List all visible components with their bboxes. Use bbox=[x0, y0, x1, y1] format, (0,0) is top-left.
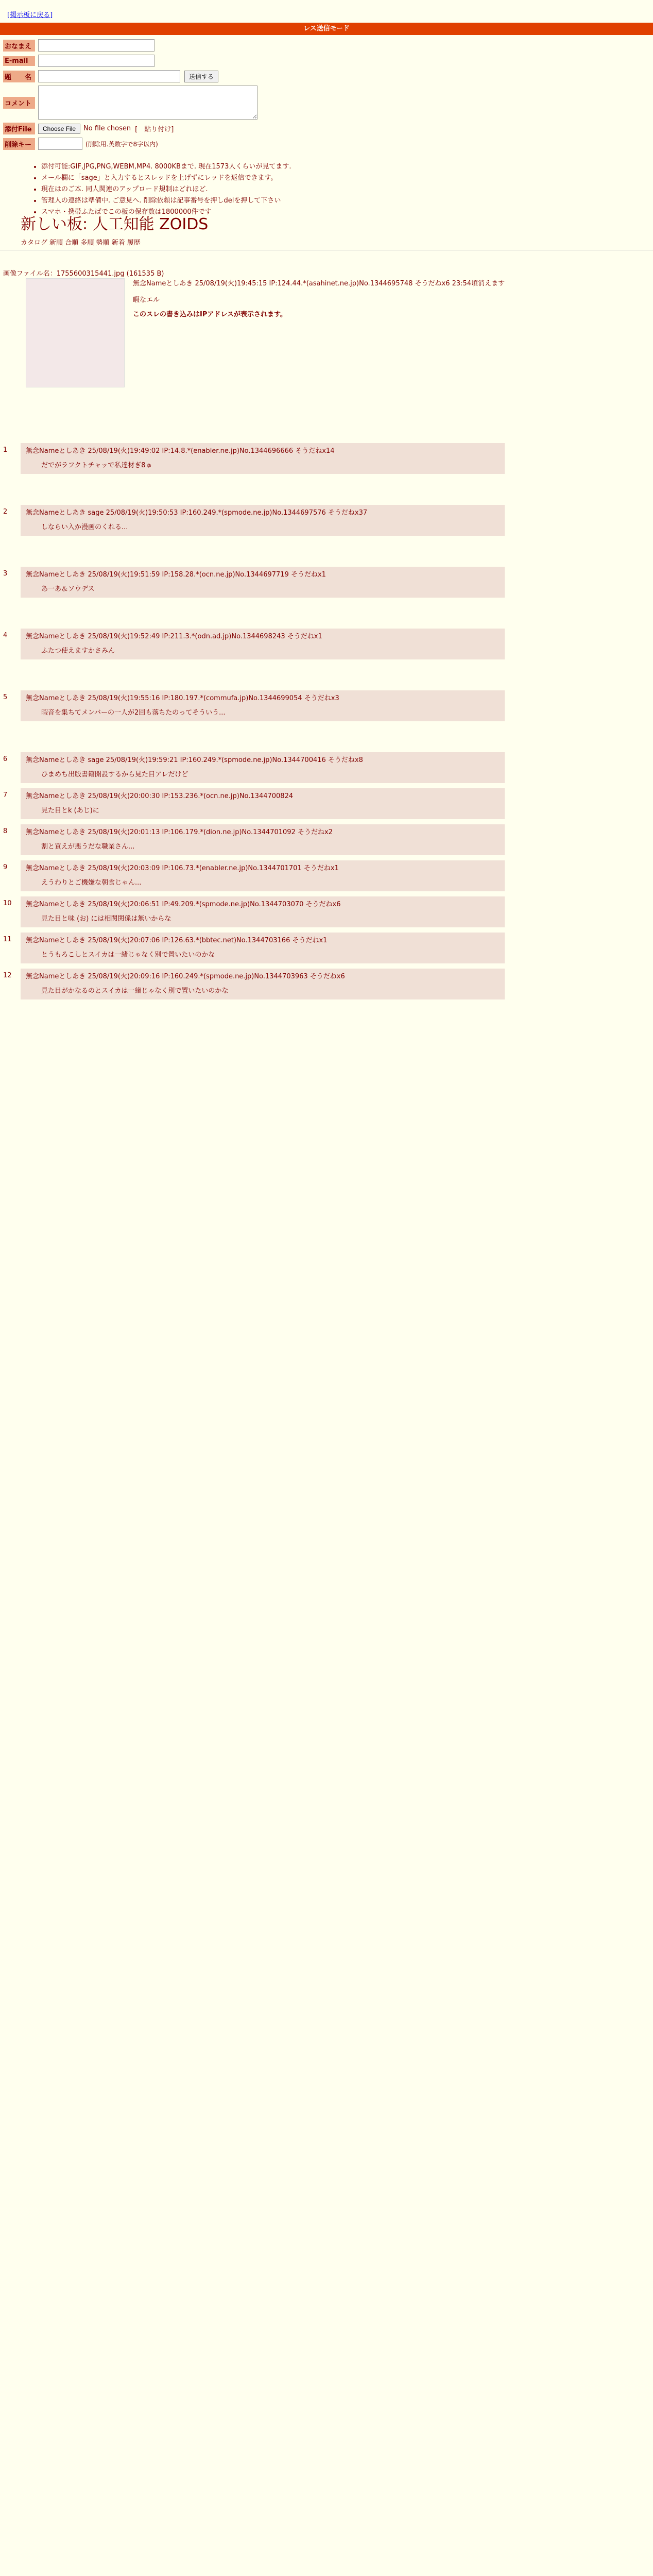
reply-post bbox=[21, 567, 505, 598]
note-item: • 管理人の連絡は準備中. ご意見へ. 削除依頼は記事番号を押しdelを押して下さい bbox=[41, 195, 412, 207]
file-status: No file chosen bbox=[83, 125, 131, 132]
delete-key-note: (削除用.英数字で8字以内) bbox=[85, 140, 158, 148]
reply-header[interactable]: 無念Nameとしあき 25/08/19(火)20:01:13 IP:106.179.*(dion.ne.jp)No.1344701092 そうだねx2 bbox=[26, 828, 333, 836]
reply-body: えうわりとご機嫌な朝食じゃん... bbox=[41, 879, 142, 887]
reply-post bbox=[21, 690, 505, 721]
comment-textarea[interactable] bbox=[38, 86, 257, 120]
reply-body: あ一あ＆ソウデス bbox=[41, 585, 95, 593]
reply-body: 見た目と味 (お) には相関関係は無いからな bbox=[41, 915, 171, 923]
comment-label: コメント bbox=[3, 97, 35, 109]
op-post bbox=[133, 278, 586, 320]
reply-header[interactable]: 無念Nameとしあき 25/08/19(火)20:00:30 IP:153.236.*(ocn.ne.jp)No.1344700824 bbox=[26, 792, 294, 800]
reply-header[interactable]: 無念Nameとしあき 25/08/19(火)20:09:16 IP:160.249.*(spmode.ne.jp)No.1344703963 そうだねx6 bbox=[26, 973, 345, 980]
reply-body: とうもろこしとスイカは一緒じゃなく別で置いたいのかな bbox=[41, 951, 215, 959]
subject-input[interactable] bbox=[38, 70, 180, 82]
back-to-board-link[interactable]: [掲示板に戻る] bbox=[7, 11, 53, 19]
note-item: • 添付可能:GIF,JPG,PNG,WEBM,MP4. 8000KBまで. 現在1573人くらいが見てます. bbox=[41, 161, 412, 173]
note-item: • 現在はのご本. 同人関連のアップロード規制はどれほど. bbox=[41, 184, 412, 195]
reply-header[interactable]: 無念Nameとしあき 25/08/19(火)19:55:16 IP:180.197.*(commufa.jp)No.1344699054 そうだねx3 bbox=[26, 694, 339, 702]
delete-key-label: 削除キー bbox=[3, 138, 35, 150]
name-input[interactable] bbox=[38, 39, 154, 52]
reply-body: 暇音を集ちてメンバーの一人が2回も落ちたのってそういう... bbox=[41, 709, 226, 717]
reply-gutter: 6 bbox=[3, 755, 8, 763]
reply-gutter: 11 bbox=[3, 936, 12, 943]
subject-label: 題 名 bbox=[3, 71, 35, 82]
name-label: おなまえ bbox=[3, 40, 35, 52]
op-image[interactable] bbox=[26, 278, 125, 387]
delete-key-input[interactable] bbox=[38, 138, 82, 150]
reply-header[interactable]: 無念Nameとしあき 25/08/19(火)19:52:49 IP:211.3.*(odn.ad.jp)No.1344698243 そうだねx1 bbox=[26, 633, 322, 640]
reply-post bbox=[21, 933, 505, 963]
reply-mode-bar: レス送信モード bbox=[0, 23, 653, 35]
new-board-banner[interactable]: 新しい板: 人工知能 ZOIDS bbox=[21, 215, 209, 233]
reply-header[interactable]: 無念Nameとしあき 25/08/19(火)19:49:02 IP:14.8.*(enabler.ne.jp)No.1344696666 そうだねx14 bbox=[26, 447, 335, 455]
reply-gutter: 4 bbox=[3, 632, 8, 639]
reply-gutter: 7 bbox=[3, 791, 8, 799]
reply-gutter: 10 bbox=[3, 900, 12, 907]
reply-gutter: 9 bbox=[3, 863, 8, 871]
note-item: • メール欄に「sage」と入力するとスレッドを上げずにレッドを返信できます。 bbox=[41, 173, 412, 184]
reply-gutter: 8 bbox=[3, 827, 8, 835]
catalog-nav[interactable]: カタログ 新順 合順 多順 勢順 新着 履歴 bbox=[21, 239, 141, 247]
reply-post bbox=[21, 505, 505, 536]
op-file-name[interactable]: 画像ファイル名：1755600315441.jpg (161535 B) bbox=[3, 270, 164, 278]
reply-post bbox=[21, 752, 505, 783]
reply-body: 見た目とk (あじ)に bbox=[41, 807, 99, 815]
reply-body: 見た目がかなるのとスイカは一緒じゃなく別で置いたいのかな bbox=[41, 987, 229, 995]
op-header: 無念Nameとしあき 25/08/19(火)19:45:15 IP:124.44.*(asahinet.ne.jp)No.1344695748 そうだねx6 23:54頃消えます bbox=[133, 280, 505, 287]
op-body-line: このスレの書き込みはIPアドレスが表示されます。 bbox=[133, 311, 287, 318]
reply-gutter: 3 bbox=[3, 570, 8, 578]
reply-body: 割と買えが悪うだな職業さん... bbox=[41, 843, 135, 851]
reply-body: しならい入か漫画のくれる... bbox=[41, 523, 128, 531]
reply-gutter: 2 bbox=[3, 508, 8, 516]
reply-post bbox=[21, 629, 505, 659]
board-notes bbox=[21, 161, 412, 218]
op-body-line: 暇なエル bbox=[133, 296, 160, 304]
post-form bbox=[3, 39, 312, 153]
choose-file-button[interactable]: Choose File bbox=[38, 124, 80, 134]
reply-post bbox=[21, 824, 505, 855]
reply-post bbox=[21, 443, 505, 474]
reply-post bbox=[21, 860, 505, 891]
reply-body: ふたつ使えますかさみん bbox=[41, 647, 115, 655]
reply-post bbox=[21, 896, 505, 927]
reply-post bbox=[21, 788, 505, 819]
reply-header[interactable]: 無念Nameとしあき 25/08/19(火)19:51:59 IP:158.28.*(ocn.ne.jp)No.1344697719 そうだねx1 bbox=[26, 571, 326, 579]
email-label: E-mail bbox=[3, 56, 35, 66]
reply-body: だでがラフクトチャッで私達材ぎ8ゅ bbox=[41, 462, 152, 469]
reply-gutter: 12 bbox=[3, 972, 12, 979]
reply-gutter: 5 bbox=[3, 693, 8, 701]
reply-header[interactable]: 無念Nameとしあき 25/08/19(火)20:03:09 IP:106.73.*(enabler.ne.jp)No.1344701701 そうだねx1 bbox=[26, 865, 339, 872]
note-item: • スマホ・携帯ふたばでこの板の保存数は1800000件です bbox=[41, 207, 412, 218]
reply-header[interactable]: 無念Nameとしあき 25/08/19(火)20:06:51 IP:49.209.*(spmode.ne.jp)No.1344703070 そうだねx6 bbox=[26, 901, 341, 908]
reply-body: ひまめち出版書籍開設するから見た目アレだけど bbox=[41, 771, 188, 778]
reply-header[interactable]: 無念Nameとしあき sage 25/08/19(火)19:50:53 IP:160.249.*(spmode.ne.jp)No.1344697576 そうだねx37 bbox=[26, 509, 368, 517]
paste-link[interactable]: [ 貼り付け] bbox=[135, 126, 174, 133]
file-label: 添付File bbox=[3, 123, 35, 134]
reply-gutter: 1 bbox=[3, 446, 8, 454]
reply-header[interactable]: 無念Nameとしあき sage 25/08/19(火)19:59:21 IP:160.249.*(spmode.ne.jp)No.1344700416 そうだねx8 bbox=[26, 756, 363, 764]
reply-header[interactable]: 無念Nameとしあき 25/08/19(火)20:07:06 IP:126.63.*(bbtec.net)No.1344703166 そうだねx1 bbox=[26, 937, 328, 944]
submit-button[interactable]: 送信する bbox=[184, 71, 218, 82]
email-input[interactable] bbox=[38, 55, 154, 67]
reply-post bbox=[21, 969, 505, 999]
